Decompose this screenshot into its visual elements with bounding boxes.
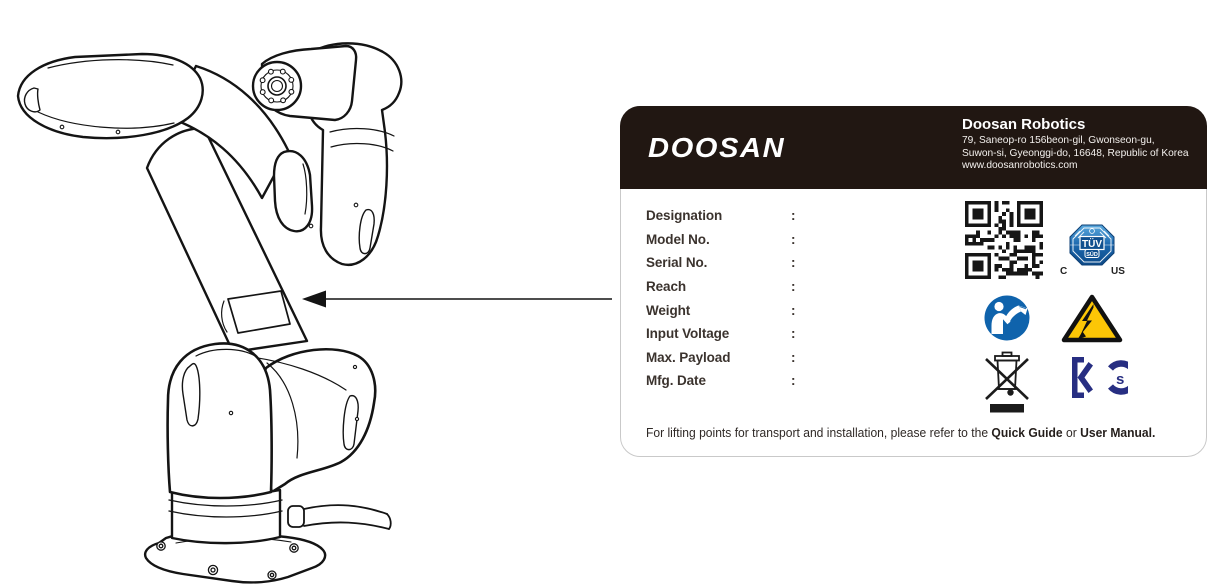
nameplate-label — [620, 106, 1207, 457]
tuv-text: TÜV — [1082, 238, 1102, 250]
field-row-model-no: Model No. : — [646, 231, 796, 247]
kc-mark-icon — [1068, 354, 1128, 407]
lifting-note-text2: or — [1062, 425, 1081, 440]
field-row-serial-no: Serial No. : — [646, 255, 796, 271]
field-row-designation: Designation : — [646, 208, 796, 224]
qr-code — [965, 201, 1043, 279]
spec-fields — [646, 204, 936, 393]
lifting-note — [646, 425, 1162, 440]
weee-bin-icon — [983, 351, 1031, 413]
company-name: Doosan Robotics — [962, 116, 1086, 133]
field-row-max-payload: Max. Payload : — [646, 349, 796, 365]
doosan-logo: DOOSAN — [648, 132, 786, 163]
lifting-note-text1: For lifting points for transport and installation, please refer to the — [646, 425, 992, 440]
nameplate-header — [620, 106, 1207, 189]
company-info — [962, 115, 1202, 173]
company-website: www.doosanrobotics.com — [962, 160, 1078, 172]
user-manual-ref: User Manual. — [1080, 425, 1156, 440]
electrical-hazard-icon — [1061, 293, 1123, 344]
quick-guide-ref: Quick Guide — [991, 425, 1063, 440]
label-location-arrow — [302, 291, 612, 308]
company-address-line2: Suwon-si, Gyeonggi-do, 16648, Republic of Korea — [962, 147, 1189, 159]
sud-text: SÜD — [1086, 251, 1098, 258]
tuv-us-text: US — [1111, 266, 1125, 277]
field-row-mfg-date: Mfg. Date : — [646, 373, 796, 389]
field-row-reach: Reach : — [646, 279, 796, 295]
tuv-sud-mark — [1059, 224, 1125, 278]
field-row-input-voltage: Input Voltage : — [646, 326, 796, 342]
tuv-c-text: C — [1060, 266, 1068, 277]
company-address-line1: 79, Saneop-ro 156beon-gil, Gwonseon-gu, — [962, 135, 1155, 146]
kc-s-text: s — [1116, 371, 1125, 388]
read-manual-icon — [983, 294, 1031, 342]
field-row-weight: Weight : — [646, 302, 796, 318]
